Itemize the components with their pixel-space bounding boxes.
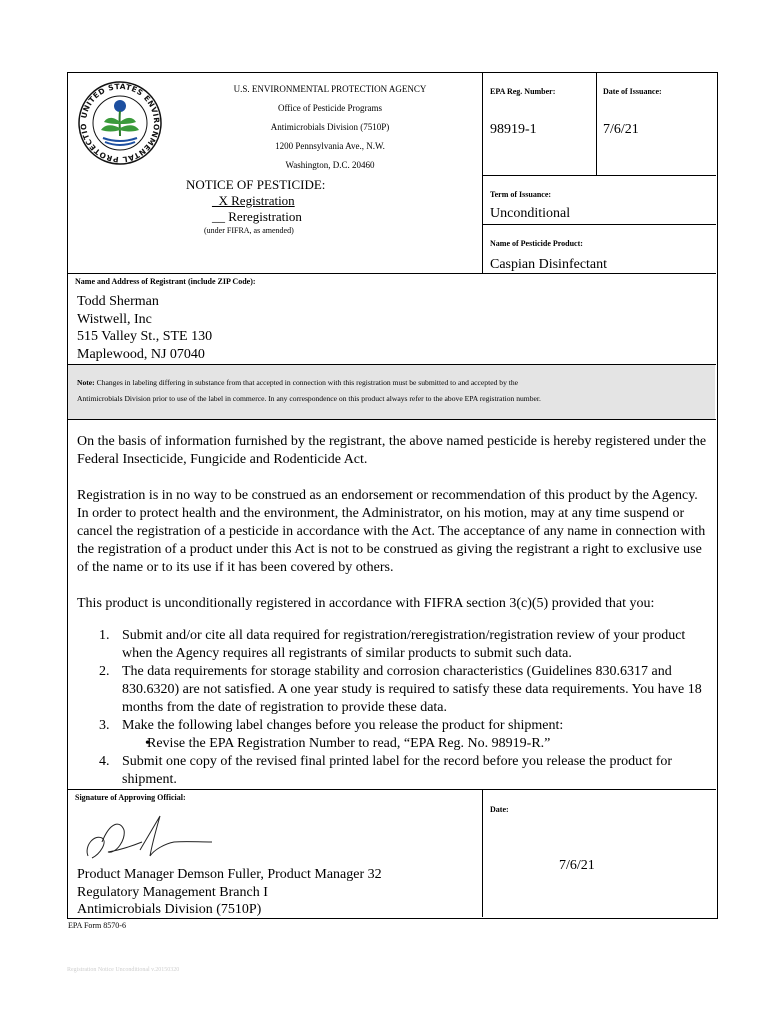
- registrant-company: Wistwell, Inc: [77, 311, 152, 327]
- list-text: The data requirements for storage stability and corrosion characteristics (Guidelines 830.6317 and 830.6320) are not satisfied. A one year study is required to satisfy these data requirements. You have 18 months from the date of registration to provide these data.: [122, 664, 702, 715]
- conditions-list: [77, 627, 709, 789]
- list-item: [77, 753, 709, 789]
- reg-number-label: EPA Reg. Number:: [490, 87, 556, 96]
- registrant-name: Todd Sherman: [77, 294, 159, 309]
- note-text: [77, 375, 709, 407]
- signer-division: Antimicrobials Division (7510P): [77, 902, 262, 917]
- list-number: 2.: [99, 664, 110, 679]
- list-item: [77, 663, 709, 717]
- list-text: Submit and/or cite all data required for registration/reregistration/registration review of your product when the Agency requires all registrants of similar products to submit such data.: [122, 628, 686, 661]
- note-line-1: Changes in labeling differing in substance from that accepted in connection with this registration must be submitted to and accepted by the: [96, 378, 519, 387]
- registrant-city: Maplewood, NJ 07040: [77, 346, 205, 362]
- reg-row-divider: [482, 175, 716, 176]
- term-label: Term of Issuance:: [490, 190, 552, 199]
- signature-image: [80, 812, 220, 868]
- paragraph-construed: Registration is in no way to be construed as an endorsement or recommendation of this product by the Agency. In order to protect health and the environment, the Administrator, on his motion, may at any time suspend or cancel the registration of a pesticide in accordance with the Act. The acceptance of any name in connection with the registration of a product under this Act is not to be construed as giving the registrant a right to exclusive use of the name or to its use if it has been covered by others.: [77, 488, 706, 575]
- list-text: Make the following label changes before you release the product for shipment:: [122, 718, 564, 733]
- reregistration-option: __ Reregistration: [212, 209, 302, 224]
- registration-option: [212, 193, 295, 209]
- registrant-street: 515 Valley St., STE 130: [77, 329, 213, 344]
- paragraph-conditions: This product is unconditionally registered in accordance with FIFRA section 3(c)(5) provided that you:: [77, 596, 655, 611]
- epa-seal: [77, 80, 163, 166]
- registrant-label: Name and Address of Registrant (include ZIP Code):: [75, 277, 256, 286]
- registration-mark: _: [212, 193, 219, 208]
- bullet-item: • Revise the EPA Registration Number to read, “EPA Reg. No. 98919-R.”: [77, 735, 709, 753]
- signature-label: Signature of Approving Official:: [75, 793, 186, 802]
- signer-title: Product Manager Demson Fuller, Product Manager 32: [77, 867, 382, 882]
- version-footer: Registration Notice Unconditional v.20150320: [67, 967, 180, 973]
- street-address: 1200 Pennsylvania Ave., N.W.: [275, 141, 385, 151]
- date-issuance-label: Date of Issuance:: [603, 87, 662, 96]
- under-fifra-note: (under FIFRA, as amended): [204, 226, 294, 235]
- product-name-value: Caspian Disinfectant: [490, 257, 608, 272]
- agency-name: U.S. ENVIRONMENTAL PROTECTION AGENCY: [233, 84, 427, 94]
- list-item: [77, 627, 709, 663]
- agency-header: [180, 80, 480, 175]
- header-vertical-divider: [482, 72, 483, 274]
- list-item: [77, 717, 709, 735]
- signature-date-value: 7/6/21: [559, 858, 595, 873]
- note-line-2: Antimicrobials Division prior to use of the label in commerce. In any correspondence on this product always refer to the above EPA registration number.: [77, 394, 541, 403]
- form-number: EPA Form 8570-6: [68, 921, 126, 930]
- signer-branch: Regulatory Management Branch I: [77, 884, 268, 900]
- signer-block: [77, 866, 382, 919]
- date-issuance-value: 7/6/21: [603, 122, 639, 137]
- reg-date-divider: [596, 72, 597, 175]
- city-address: Washington, D.C. 20460: [285, 160, 375, 170]
- term-row-divider: [482, 224, 716, 225]
- notice-title: NOTICE OF PESTICIDE:: [186, 177, 326, 192]
- office-name: Office of Pesticide Programs: [277, 103, 383, 113]
- seal-text: UNITED STATES ENVIRONMENTAL PROTECTIO: [78, 81, 162, 165]
- paragraph-basis: On the basis of information furnished by the registrant, the above named pesticide is hereby registered under the Federal Insecticide, Fungicide and Rodenticide Act.: [77, 434, 707, 467]
- note-label: Note:: [77, 378, 95, 387]
- note-bottom-rule: [67, 419, 716, 420]
- signature-date-label: Date:: [490, 805, 509, 814]
- product-name-label: Name of Pesticide Product:: [490, 239, 583, 248]
- body-bottom-rule: [67, 789, 716, 790]
- signature-date-divider: [482, 789, 483, 917]
- reg-number-value: 98919-1: [490, 122, 537, 137]
- list-number: 1.: [99, 628, 110, 643]
- registrant-address: [77, 293, 212, 363]
- list-number: 4.: [99, 754, 110, 769]
- term-value: Unconditional: [490, 206, 571, 221]
- division-name: Antimicrobials Division (7510P): [270, 122, 390, 132]
- registration-label: X Registration: [218, 193, 295, 208]
- header-bottom-rule: [67, 273, 716, 274]
- list-text: Submit one copy of the revised final printed label for the record before you release the product for shipment.: [122, 754, 673, 787]
- list-number: 3.: [99, 718, 110, 733]
- body-section: [77, 433, 709, 789]
